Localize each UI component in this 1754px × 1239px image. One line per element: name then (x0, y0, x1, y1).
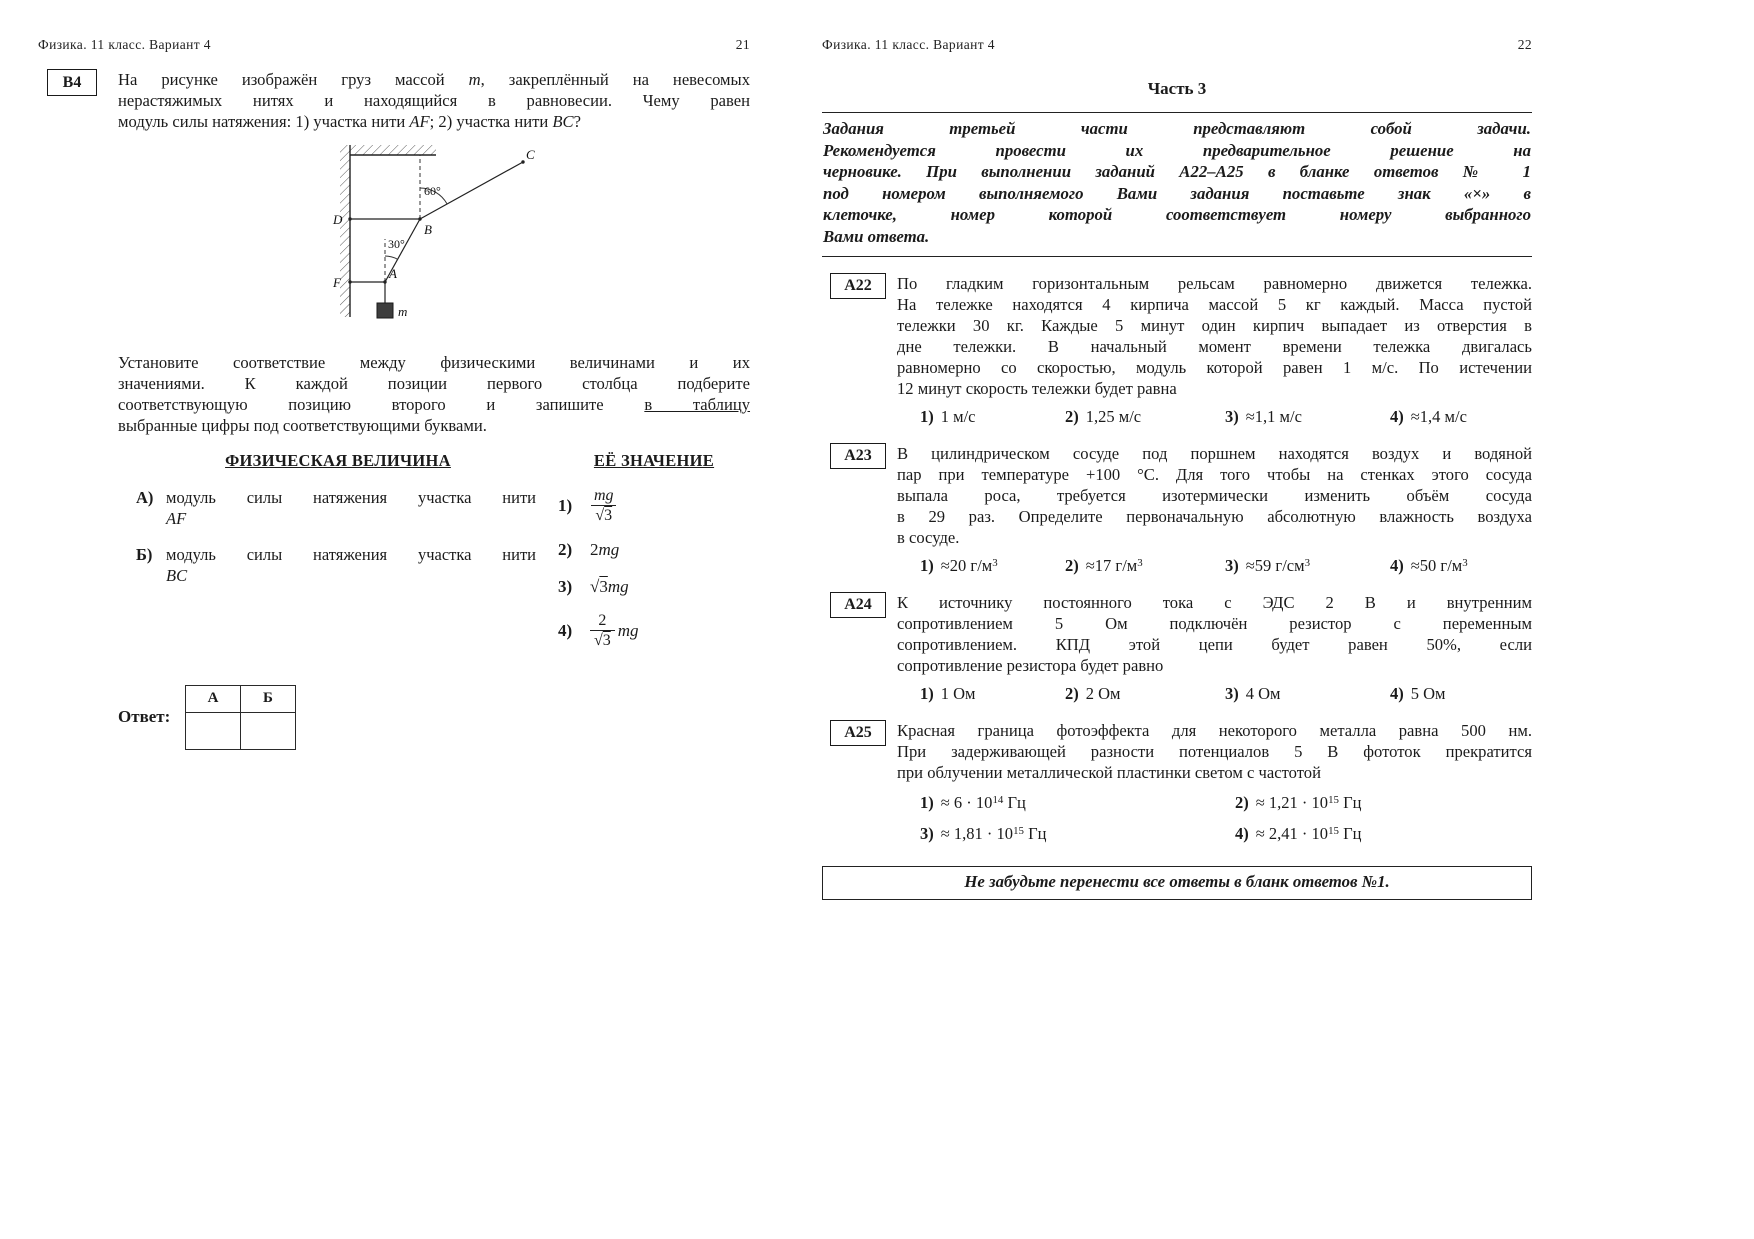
matching-column-headers (118, 451, 750, 471)
page-number: 22 (1517, 37, 1532, 52)
text-line: Задания третьей части представляют собой задачи. (823, 119, 1531, 138)
option-a22-4: 4) ≈1,4 м/с (1390, 407, 1467, 426)
page-header-title: Физика. 11 класс. Вариант 4 (822, 37, 995, 52)
quantity-text-b: модуль силы натяжения участка нити BC (166, 545, 536, 585)
text-line: выбранные цифры под соответствующими буквами. (118, 416, 487, 435)
answer-section (118, 685, 750, 750)
problem-label-a25: А25 (830, 720, 886, 746)
option-a23-3: 3) ≈59 $г/см^3$ (1225, 556, 1310, 575)
answer-cell-b (241, 712, 296, 749)
problem-a23 (822, 443, 1532, 576)
quantity-column (118, 487, 558, 663)
options-a23 (897, 556, 1532, 576)
point-label-f: F (333, 275, 341, 290)
mass-block (377, 303, 393, 318)
problem-a25 (822, 720, 1532, 844)
problem-text-b4 (118, 69, 750, 132)
point-c (521, 160, 524, 163)
problem-text-a23: В цилиндрическом сосуде под поршнем находятся воздух и водяной пар при температуре +100 °С. Для того чтобы на стенках этого сосуда выпала роса, требуется изотермически изменить объём сосуда в 29 раз. Определите первоначальную абсолютную влажность воздуха в сосуде. (897, 444, 1532, 547)
option-a23-4: 4) ≈50 $г/м^3$ (1390, 556, 1468, 575)
option-a25-1: $1) \approx 6 \cdot 10^{14}$ Гц (920, 793, 1026, 812)
value-option-1: 1) $\frac{mg}{√3}$ (558, 487, 750, 525)
point-label-b: B (424, 222, 432, 237)
option-a22-3: 3) ≈1,1 м/с (1225, 407, 1302, 426)
point-f (348, 280, 351, 283)
problem-figure-b4 (330, 145, 562, 337)
text-line: под номером выполняемого Вами задания поставьте знак «×» в (823, 183, 1531, 203)
options-a24 (897, 684, 1532, 704)
text-line: модуль силы натяжения: 1) участка нити AF; 2) участка нити BC? (118, 112, 581, 131)
options-a25 (897, 793, 1532, 844)
problem-text-a25: Красная граница фотоэффекта для некоторого металла равна 500 нм. При задерживающей разности потенциалов 5 В фототок прекратится при облучении металлической пластинки светом с частотой (897, 721, 1532, 782)
option-a23-1: 1) ≈20 $г/м^3$ (920, 556, 998, 575)
text-line: клеточке, номер которой соответствует номеру выбранного (823, 205, 1531, 224)
ceiling-hatch (350, 145, 436, 155)
pulley-strings-diagram (330, 145, 562, 337)
matching-grid (118, 487, 750, 663)
option-a22-2: 2) 1,25 м/с (1065, 407, 1142, 426)
quantity-item-b (136, 544, 536, 586)
point-a (383, 280, 386, 283)
answer-label: Ответ: (118, 707, 171, 727)
page-header-title: Физика. 11 класс. Вариант 4 (38, 37, 211, 52)
text-line: нерастяжимых нитях и находящийся в равновесии. Чему равен (118, 91, 750, 110)
text-line: Вами ответа. (823, 226, 930, 246)
text-line: Установите соответствие между физическими величинами и их (118, 353, 750, 372)
point-label-d: D (333, 212, 343, 227)
footer-note: Не забудьте перенести все ответы в бланк ответов №1. (822, 866, 1532, 900)
problem-text-a24: К источнику постоянного тока с ЭДС 2 В и внутренним сопротивлением 5 Ом подключён резистор с переменным сопротивлением. КПД этой цепи будет равен 50%, если сопротивление резистора будет равно (897, 593, 1532, 675)
problem-label-a22: А22 (830, 273, 886, 299)
page-header-left (38, 0, 750, 53)
option-a22-1: 1) 1 м/с (920, 407, 976, 426)
value-option-3: 3) √3mg (558, 576, 629, 596)
answer-table (185, 685, 296, 750)
problem-b4 (38, 69, 750, 750)
text-line: На рисунке изображён груз массой m, закреплённый на невесомых (118, 70, 750, 89)
mass-label: m (398, 304, 408, 319)
problem-label-b4: В4 (47, 69, 97, 96)
option-a25-4: $4) \approx 2,41 \cdot 10^{15}$ Гц (1235, 824, 1362, 843)
problem-label-a23: А23 (830, 443, 886, 469)
option-a24-3: 3) 4 Ом (1225, 684, 1281, 703)
quantity-text-a: модуль силы натяжения участка нити AF (166, 488, 536, 528)
option-a24-1: 1) 1 Ом (920, 684, 976, 703)
value-option-2: 2) 2mg (558, 539, 620, 559)
page-21 (38, 0, 750, 1239)
page-22 (822, 0, 1532, 1239)
page-number: 21 (735, 37, 750, 52)
option-a24-4: 4) 5 Ом (1390, 684, 1446, 703)
problem-a22 (822, 273, 1532, 427)
quantity-item-a (136, 487, 536, 529)
matching-instruction (118, 352, 750, 436)
value-column (558, 487, 750, 663)
problem-a24 (822, 592, 1532, 704)
quantity-letter-a: А) (136, 488, 154, 507)
text-line: значениями. К каждой позиции первого столбца подберите (118, 374, 750, 393)
problem-label-a24: А24 (830, 592, 886, 618)
column-header-value: ЕЁ ЗНАЧЕНИЕ (593, 451, 715, 470)
answer-header-b: Б (241, 685, 296, 712)
part-title: Часть 3 (1147, 79, 1207, 98)
answer-cell-a (186, 712, 241, 749)
point-label-a: A (389, 266, 397, 281)
quantity-letter-b: Б) (136, 545, 153, 564)
option-a25-3: $3) \approx 1,81 \cdot 10^{15}$ Гц (920, 824, 1047, 843)
text-line: Рекомендуется провести их предварительное решение на (823, 140, 1531, 160)
part-instructions (822, 112, 1532, 257)
option-a23-2: 2) ≈17 $г/м^3$ (1065, 556, 1143, 575)
angle-arc-30 (385, 256, 398, 259)
problem-text-a22: По гладким горизонтальным рельсам равномерно движется тележка. На тележке находятся 4 кирпича массой 5 кг каждый. Масса пустой тележки 30 кг. Каждые 5 минут один кирпич выпадает из отверстия в дне тележки. В начальный момент времени тележка двигалась равномерно со скоростью, модуль которой равен 1 м/с. По истечении 12 минут скорость тележки будет равна (897, 274, 1532, 398)
value-option-4: 4) $\frac{2}{√3}$ mg (558, 611, 639, 649)
options-a22 (897, 407, 1532, 427)
point-d (348, 217, 351, 220)
angle-label-60: 60° (424, 184, 441, 198)
point-b (418, 217, 421, 220)
point-label-c: C (526, 147, 535, 162)
answer-header-a: А (186, 685, 241, 712)
angle-label-30: 30° (388, 237, 405, 251)
fraction: $\frac{2}{√3}$ (590, 612, 615, 650)
fraction: $\frac{mg}{√3}$ (590, 487, 618, 525)
column-header-quantity: ФИЗИЧЕСКАЯ ВЕЛИЧИНА (225, 451, 451, 470)
text-line: соответствующую позицию второго и запишите в таблицу (118, 395, 751, 414)
option-a25-2: $2) \approx 1,21 \cdot 10^{15}$ Гц (1235, 793, 1362, 812)
text-line: черновике. При выполнении заданий А22–А25 в бланке ответов № 1 (823, 162, 1531, 181)
page-header-right (822, 0, 1532, 53)
problem-b4-body (118, 69, 750, 750)
wall-hatch (340, 145, 350, 317)
option-a24-2: 2) 2 Ом (1065, 684, 1121, 703)
